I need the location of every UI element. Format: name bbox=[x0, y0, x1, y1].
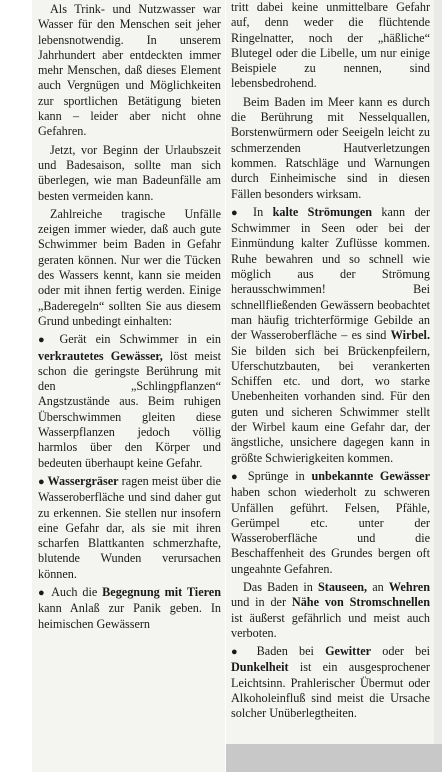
paragraph-baderegeln: Zahlreiche tragische Unfälle zeigen immer wieder, daß auch gute Schwimmer beim Baden in Gefahr geraten können. Nur wer die Tücken des Wassers kennt, kann sie meiden oder mit ihnen fertig werden. Einige „Baderegeln“ sollten Sie aus diesem Grund unbedingt einhalten: bbox=[38, 206, 221, 328]
paragraph-verkrautetes-gewaesser: ● Gerät ein Schwimmer in ein verkrautetes Gewässer, löst meist schon die geringste Berührung mit den „Schlingpflanzen“ Angstzustände aus. Beim ruhigen Überschwimmen gleiten diese Wasserpflanzen jedoch völlig harmlos über den Körper und bedeuten überhaupt keine Gefahr. bbox=[38, 332, 221, 471]
paragraph-stauseen: Das Baden in Stauseen, an Wehren und in der Nähe von Stromschnellen ist äußerst gefährlich und meist auch verboten. bbox=[231, 579, 430, 640]
paragraph-urlaubszeit: Jetzt, vor Beginn der Urlaubszeit und Badesaison, sollte man sich überlegen, wie man Badeunfälle am besten vermeiden kann. bbox=[38, 142, 221, 203]
paragraph-tiere-continued: tritt dabei keine unmittelbare Gefahr auf, denn weder die flüchtende Ringelnatter, noch der „häßliche“ Blutegel oder die Libelle, um nur einige Beispiele zu nennen, sind lebensbedrohend. bbox=[231, 0, 430, 91]
paragraph-wassergraeser: ● Wassergräser ragen meist über die Wasseroberfläche und sind daher gut zu erkennen. Sie stellen nur insofern eine Gefahr dar, als sie mit ihren scharfen Blattkanten schmerzhafte, blutende Wunden verursachen können. bbox=[38, 474, 221, 582]
paragraph-intro: Als Trink- und Nutzwasser war Wasser für den Menschen seit jeher lebensnotwendig. In unserem Jahrhundert aber entdeckten immer mehr Menschen, daß dieses Element auch Vergnügen und Möglichkeiten zur sportlichen Betätigung bieten kann – leider aber nicht ohne Gefahren. bbox=[38, 2, 221, 139]
background-bottom-right bbox=[226, 744, 442, 772]
paragraph-unbekannte-gewaesser: ● Sprünge in unbekannte Gewässer haben schon wiederholt zu schweren Unfällen geführt. Felsen, Pfähle, Gerümpel etc. unter der Wasseroberfläche und die Beschaffenheit des Grundes bergen oft ungeahnte Gefahren. bbox=[231, 469, 430, 577]
paragraph-stroemungen: ● In kalte Strömungen kann der Schwimmer in Seen oder bei der Einmündung kalter Zuflüsse kommen. Ruhe bewahren und so schnell wie möglich aus der Strömung herausschwimmen! Bei schnellfließenden Gewässern beobachtet man häufig trichterförmige Gebilde an der Wasseroberfläche – es sind Wirbel. Sie bilden sich bei Brückenpfeilern, Uferschutzbauten, bei verankerten Schiffen etc. und dort, wo starke Unebenheiten vorhanden sind. Für den guten und sicheren Schwimmer stellt der Wirbel kaum eine Gefahr dar, der ängstliche, unsichere dagegen kann in größte Schwierigkeiten kommen. bbox=[231, 205, 430, 466]
right-column bbox=[226, 0, 434, 744]
right-edge bbox=[434, 0, 442, 744]
left-column bbox=[32, 0, 225, 772]
paragraph-meer: Beim Baden im Meer kann es durch die Berührung mit Nesselquallen, Borstenwürmern oder Seeigeln leicht zu schmerzenden Hautverletzungen kommen. Ratschläge und Warnungen durch Einheimische sind in diesen Fällen besonders wirksam. bbox=[231, 94, 430, 201]
paragraph-gewitter: ● Baden bei Gewitter oder bei Dunkelheit ist ein ausgesprochener Leichtsinn. Prahlerischer Übermut oder Alkoholeinfluß sind meist die Ursache solcher Unüberlegtheiten. bbox=[231, 644, 430, 721]
paragraph-tiere: ● Auch die Begegnung mit Tieren kann Anlaß zur Panik geben. In heimischen Gewässern bbox=[38, 585, 221, 632]
left-margin bbox=[0, 0, 32, 772]
